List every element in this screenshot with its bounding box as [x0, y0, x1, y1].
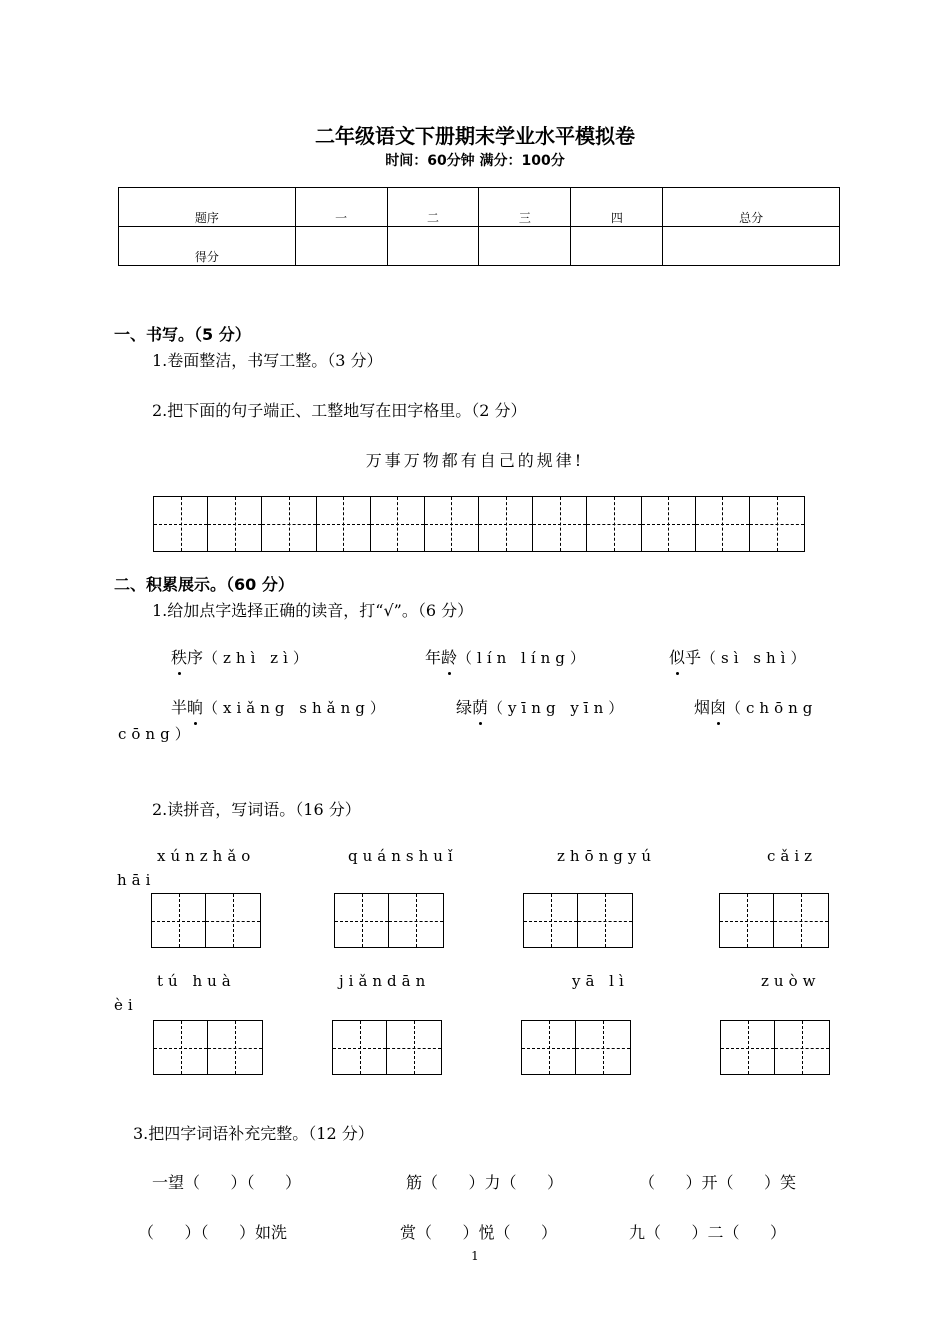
score-cell[interactable] [663, 227, 840, 266]
idiom-blank: 筋（ ）力（ ） [406, 1173, 564, 1192]
score-cell[interactable] [479, 227, 571, 266]
dotted-char: 晌 [187, 695, 203, 718]
pinyin-choice: 烟囱（chōng [694, 695, 817, 718]
score-header: 一 [295, 188, 387, 227]
score-header: 题序 [119, 188, 296, 227]
page-title: 二年级语文下册期末学业水平模拟卷 [315, 124, 635, 148]
score-header: 二 [387, 188, 479, 227]
score-row-label: 得分 [119, 227, 296, 266]
exam-info: 时间：60分钟 满分：100分 [385, 153, 565, 169]
section1-heading: 一、书写。（5 分） [114, 325, 251, 344]
word-grid[interactable] [334, 893, 444, 948]
section1-q2: 2.把下面的句子端正、工整地写在田字格里。（2 分） [152, 401, 527, 420]
pinyin-wrap: èi [114, 996, 138, 1014]
idiom-blank: （ ）开（ ）笑 [639, 1173, 797, 1192]
pinyin-choice: 似乎（sì shì） [669, 645, 810, 668]
pinyin-choice: 年龄（lín líng） [425, 645, 590, 668]
idiom-blank: 一望（ ）（ ） [152, 1173, 302, 1192]
score-cell[interactable] [295, 227, 387, 266]
pinyin-wrap: hāi [117, 871, 156, 889]
word-grid[interactable] [332, 1020, 442, 1075]
pinyin-choice: 半晌（xiǎng shǎng） [171, 695, 390, 718]
pinyin-label: jiǎndān [339, 972, 431, 990]
score-header: 四 [571, 188, 663, 227]
section2-q3: 3.把四字词语补充完整。（12 分） [133, 1124, 374, 1143]
pinyin-label: xúnzhǎo [157, 847, 256, 865]
score-cell[interactable] [571, 227, 663, 266]
word-grid[interactable] [719, 893, 829, 948]
word-grid[interactable] [720, 1020, 830, 1075]
pinyin-label: quánshuǐ [348, 847, 458, 865]
dotted-char: 秩 [171, 645, 187, 668]
pinyin-label: zhōngyú [557, 847, 656, 865]
dotted-char: 荫 [472, 695, 488, 718]
section2-heading: 二、积累展示。（60 分） [114, 575, 294, 594]
idiom-blank: （ ）（ ）如洗 [138, 1223, 288, 1242]
score-header: 总分 [663, 188, 840, 227]
word-grid[interactable] [523, 893, 633, 948]
word-grid[interactable] [521, 1020, 631, 1075]
pinyin-label: tú huà [157, 972, 236, 990]
writing-grid[interactable] [153, 496, 805, 552]
score-header: 三 [479, 188, 571, 227]
pinyin-label: yā lì [572, 972, 629, 990]
dotted-char: 龄 [441, 645, 457, 668]
section2-q2: 2.读拼音，写词语。（16 分） [152, 800, 361, 819]
pinyin-wrap: cōng） [118, 725, 195, 743]
idiom-blank: 赏（ ）悦（ ） [400, 1223, 558, 1242]
pinyin-label: zuòw [761, 972, 821, 990]
idiom-blank: 九（ ）二（ ） [629, 1223, 787, 1242]
section1-q1: 1.卷面整洁，书写工整。（3 分） [152, 351, 383, 370]
section2-q1: 1.给加点字选择正确的读音，打“√”。（6 分） [152, 601, 474, 620]
copy-sentence: 万事万物都有自己的规律! [365, 451, 585, 470]
page-number: 1 [471, 1249, 479, 1263]
word-grid[interactable] [153, 1020, 263, 1075]
dotted-char: 似 [669, 645, 685, 668]
dotted-char: 囱 [710, 695, 726, 718]
pinyin-choice: 秩序（zhì zì） [171, 645, 313, 668]
word-grid[interactable] [151, 893, 261, 948]
pinyin-choice: 绿荫（yīng yīn） [456, 695, 628, 718]
pinyin-label: cǎiz [767, 847, 818, 865]
score-cell[interactable] [387, 227, 479, 266]
score-table [118, 187, 840, 266]
